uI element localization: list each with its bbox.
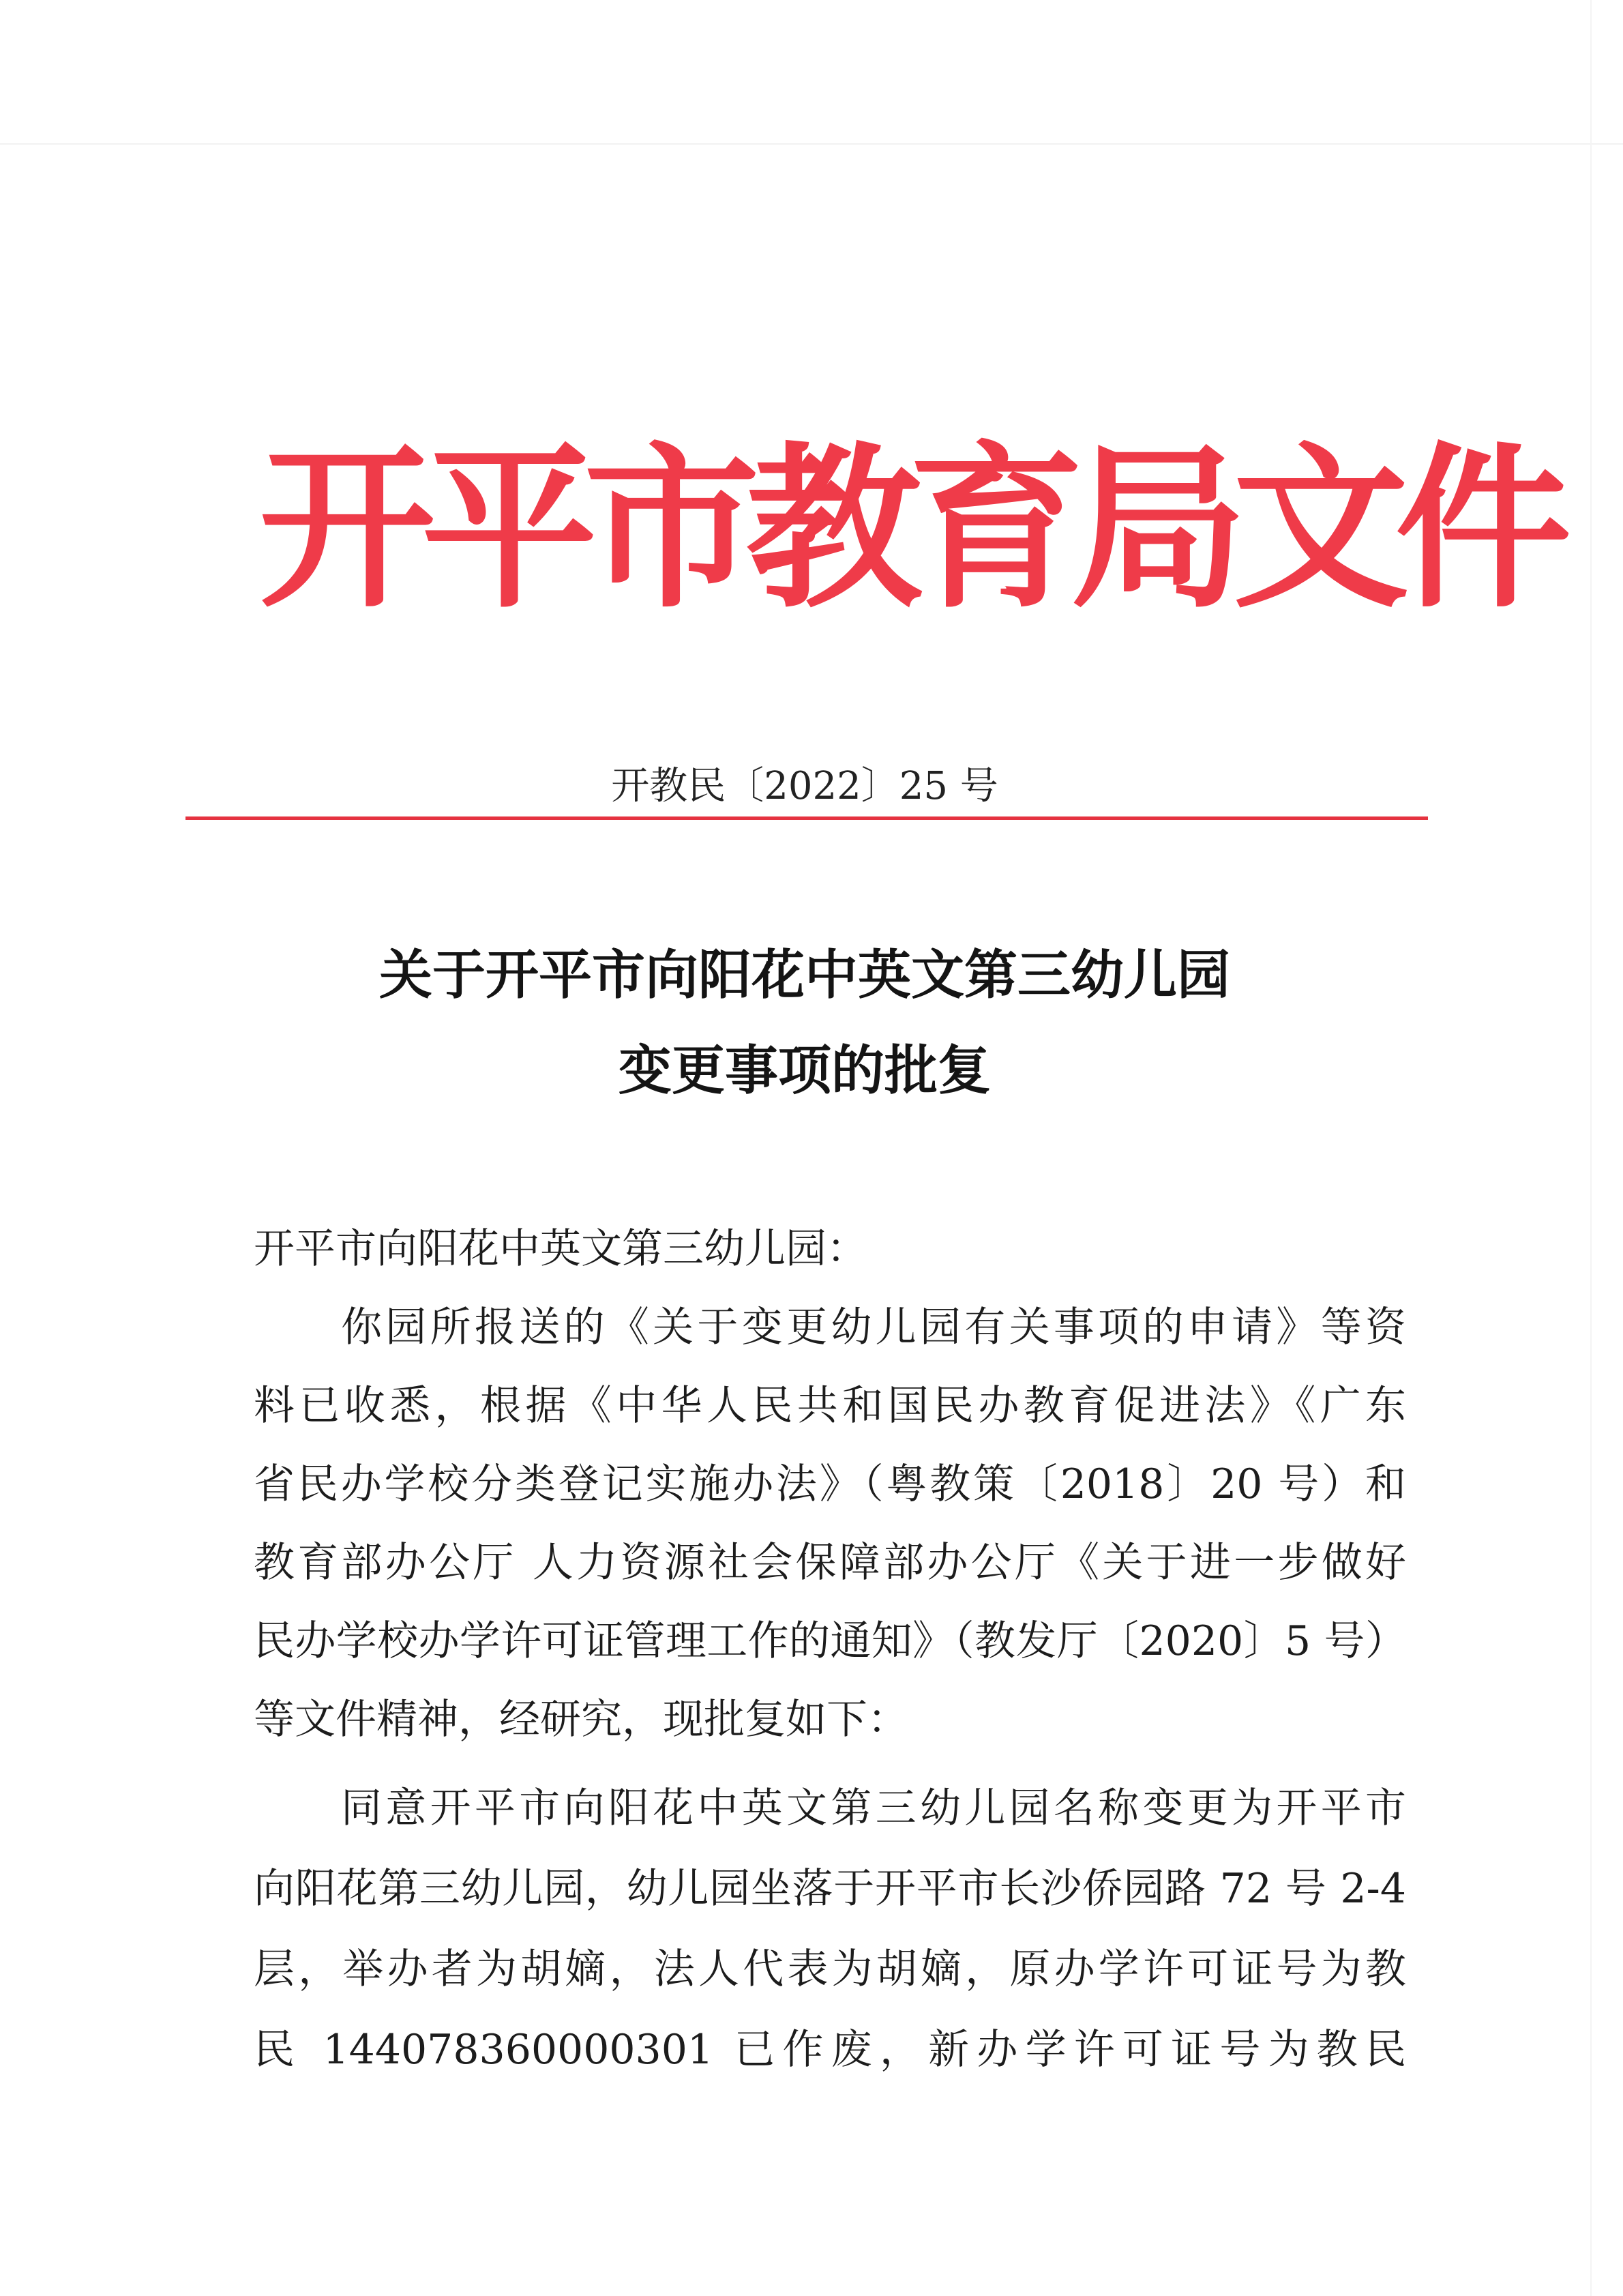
scan-edge-top — [0, 143, 1623, 145]
paragraph-line: 你园所报送的《关于变更幼儿园有关事项的申请》等资 — [341, 1304, 1406, 1351]
paragraph-line: 民 144078360000301 已作废，新办学许可证号为教民 — [254, 2026, 1406, 2074]
paragraph-line: 向阳花第三幼儿园，幼儿园坐落于开平市长沙侨园路 72 号 2-4 — [254, 1865, 1406, 1913]
document-heading-line-1: 关于开平市向阳花中英文第三幼儿园 — [378, 944, 1230, 1006]
paragraph-line: 省民办学校分类登记实施办法》（粤教策〔2018〕20 号）和 — [254, 1460, 1406, 1508]
paragraph-line: 料已收悉，根据《中华人民共和国民办教育促进法》《广东 — [254, 1382, 1406, 1430]
paragraph-line: 同意开平市向阳花中英文第三幼儿园名称变更为开平市 — [341, 1784, 1406, 1832]
scan-edge-right — [1590, 0, 1592, 2296]
paragraph-line: 教育部办公厅 人力资源社会保障部办公厅《关于进一步做好 — [254, 1539, 1406, 1587]
masthead-title: 开平市教育局文件 — [259, 425, 1558, 632]
red-divider-rule — [185, 816, 1428, 820]
document-number: 开教民〔2022〕25 号 — [611, 764, 998, 808]
document-heading-line-2: 变更事项的批复 — [618, 1040, 991, 1102]
paragraph-line: 层，举办者为胡嫡，法人代表为胡嫡，原办学许可证号为教 — [254, 1945, 1406, 1993]
paragraph-line: 等文件精神，经研究，现批复如下： — [254, 1696, 908, 1743]
paragraph-line: 民办学校办学许可证管理工作的通知》（教发厅〔2020〕5 号） — [254, 1617, 1406, 1665]
addressee: 开平市向阳花中英文第三幼儿园： — [254, 1225, 867, 1273]
